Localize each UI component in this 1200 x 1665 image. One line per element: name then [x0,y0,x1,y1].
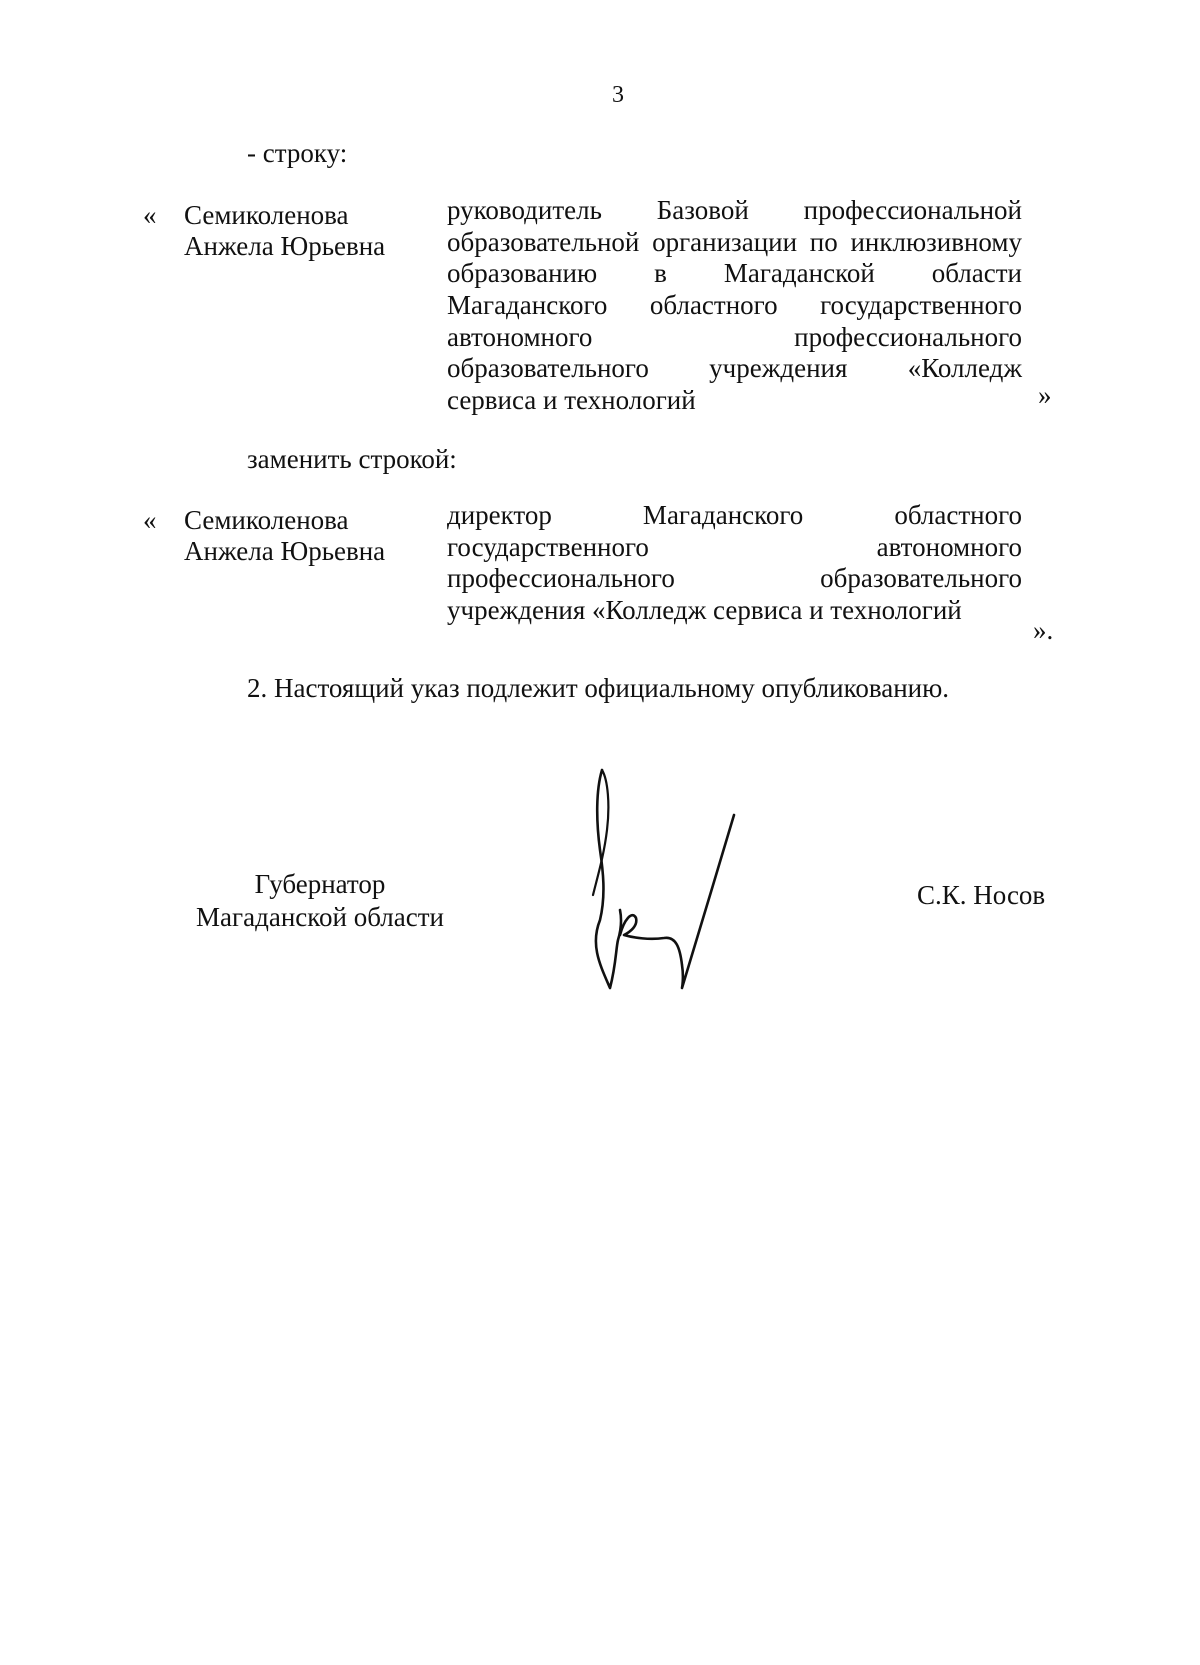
name-line: Семиколенова [184,505,349,535]
position-line: автономного профессионального [447,321,1022,352]
section1-close-quote: » [1038,380,1052,410]
section2-person-name [184,505,385,567]
position-line: руководитель Базовой профессиональной [447,195,1022,225]
section1-person-name [184,200,385,262]
position-line: директор Магаданского областного [447,500,1022,530]
position-line: учреждения «Колледж сервиса и технологий [447,595,962,626]
section2-position [447,500,1022,627]
position-line: образовательного учреждения «Колледж [447,353,1022,384]
section1-intro: - строку: [247,138,348,168]
section2-close-quote: ». [1033,615,1054,645]
signature-stroke-3 [620,815,734,988]
handwritten-signature [560,760,790,1010]
name-line: Анжела Юрьевна [184,536,386,566]
position-line: профессионального образовательного [447,563,1022,594]
signatory-title-line: Магаданской области [196,902,444,932]
signature-stroke-2 [593,770,608,895]
position-line: Магаданского областного государственного [447,290,1022,321]
section2-open-quote: « [143,505,157,535]
name-line: Анжела Юрьевна [184,231,386,261]
section1-position [447,195,1022,417]
clause-2: 2. Настоящий указ подлежит официальному опубликованию. [247,673,950,703]
position-line: государственного автономного [447,531,1022,562]
section2-intro: заменить строкой: [247,444,457,474]
position-line: образовательной организации по инклюзивному [447,226,1022,257]
page-number: 3 [612,82,624,108]
section1-open-quote: « [143,200,157,230]
signatory-title-line: Губернатор [254,869,386,899]
signatory-title [170,868,470,934]
position-line: образованию в Магаданской области [447,258,1022,289]
name-line: Семиколенова [184,200,349,230]
position-line: сервиса и технологий [447,385,696,416]
signatory-name: С.К. Носов [917,880,1046,910]
